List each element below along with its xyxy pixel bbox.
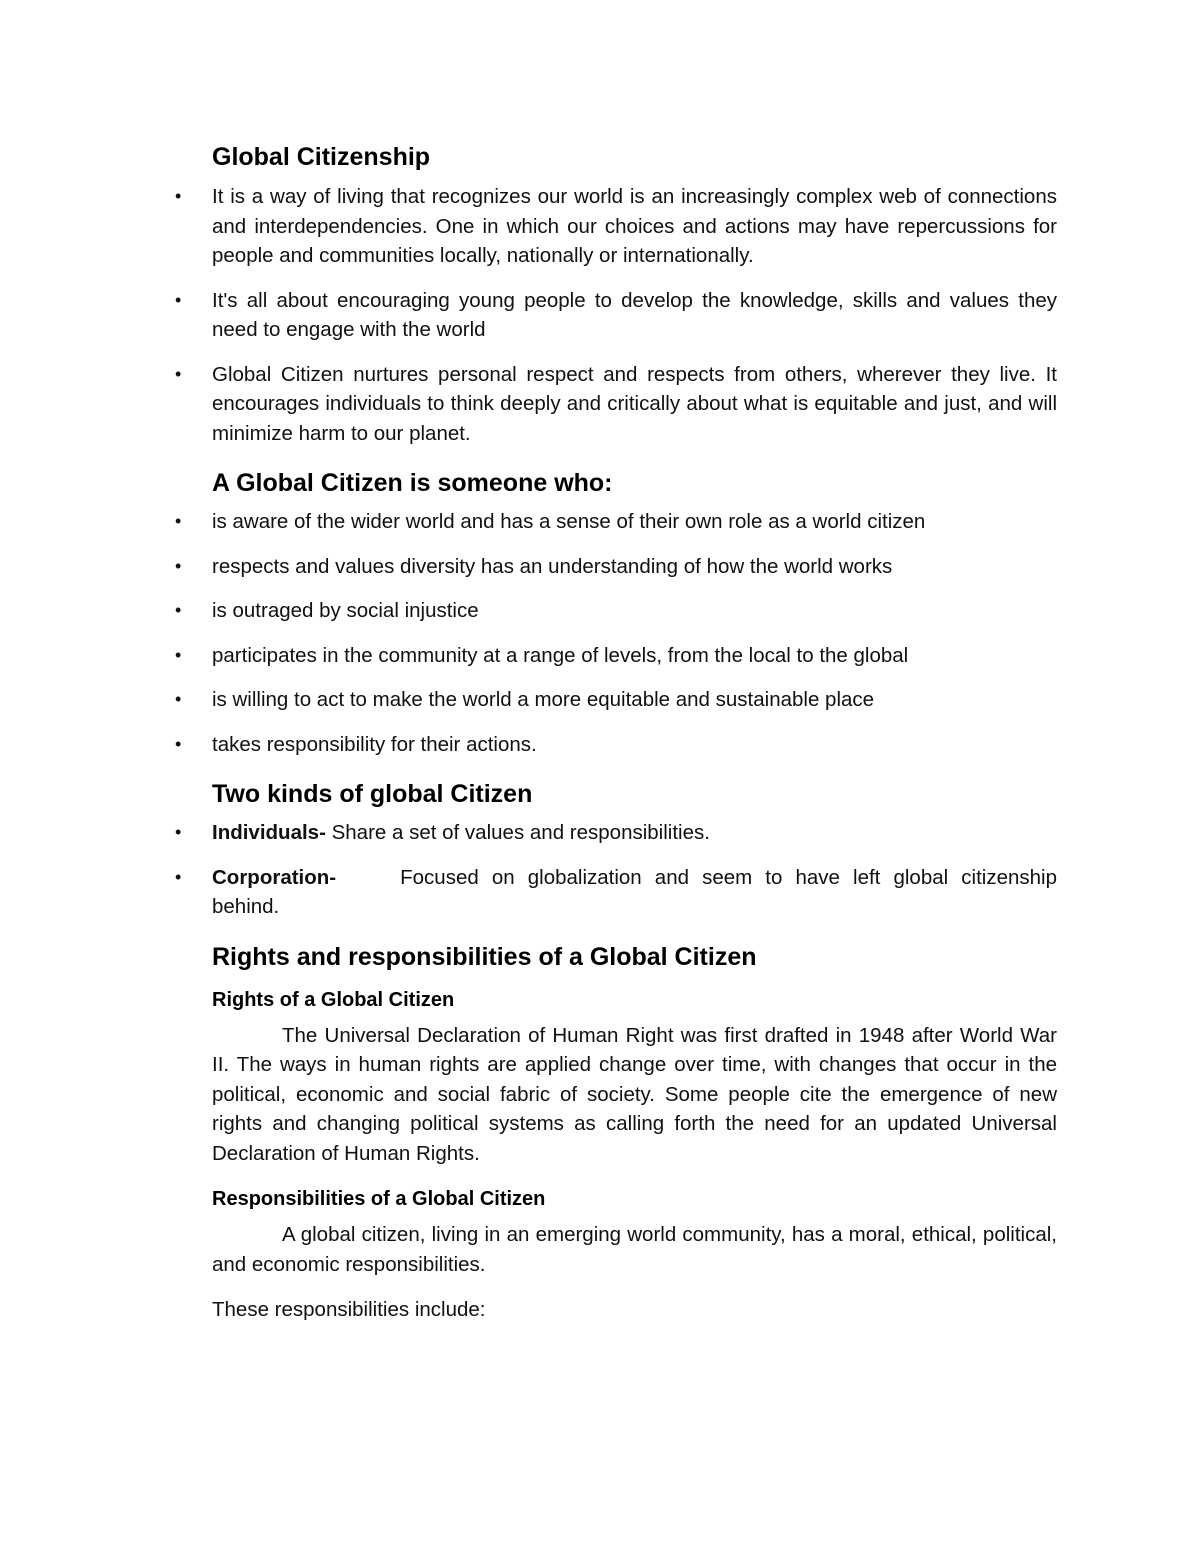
bullet-icon: • — [175, 289, 182, 310]
bullet-icon: • — [175, 555, 182, 576]
rights-heading: Rights of a Global Citizen — [212, 988, 455, 1011]
list-item-text: is willing to act to make the world a more equitable and sustainable place — [212, 688, 875, 711]
bullet-icon: • — [175, 644, 182, 665]
kind-term: Individuals- — [212, 821, 326, 844]
kind-description: Share a set of values and responsibilities. — [325, 821, 710, 844]
list-item-text: is aware of the wider world and has a sense of their own role as a world citizen — [212, 510, 926, 533]
responsibilities-paragraph: A global citizen, living in an emerging world community, has a moral, ethical, political, and economic responsibilities. — [212, 1223, 1057, 1276]
bullet-icon: • — [175, 511, 182, 531]
list-item-text: participates in the community at a range of levels, from the local to the global — [212, 643, 909, 667]
bullet-icon: • — [175, 600, 182, 620]
list-item — [175, 360, 1057, 449]
title-heading: Global Citizenship — [212, 143, 431, 171]
intro-bullet-list — [175, 182, 1057, 448]
list-item — [175, 685, 1057, 715]
bullet-icon: • — [175, 866, 182, 887]
document-content — [175, 136, 1057, 1325]
list-item-text: respects and values diversity has an understanding of how the world works — [212, 554, 893, 578]
list-item — [175, 596, 1057, 626]
list-item — [175, 182, 1057, 271]
bullet-icon: • — [175, 689, 182, 709]
responsibilities-include-text: These responsibilities include: — [212, 1298, 486, 1321]
list-item — [175, 730, 1057, 760]
kind-description: Focused on globalization and seem to have left global citizenship behind. — [212, 865, 1057, 918]
list-item-text: It is a way of living that recognizes our world is an increasingly complex web of connections and interdependencies. One in which our choices and actions may have repercussions for people and communities locally, nationally or internationally. — [212, 185, 1057, 267]
list-item — [175, 552, 1057, 582]
list-item — [175, 818, 1057, 848]
someone-heading: A Global Citizen is someone who: — [212, 469, 613, 497]
bullet-icon: • — [175, 733, 182, 754]
list-item — [175, 641, 1057, 671]
rights-responsibilities-heading: Rights and responsibilities of a Global Citizen — [212, 942, 757, 971]
responsibilities-heading: Responsibilities of a Global Citizen — [212, 1188, 546, 1210]
list-item-text: Global Citizen nurtures personal respect and respects from others, wherever they live. It encourages individuals to think deeply and critically about what is equitable and just, and will minimize harm to our planet. — [212, 362, 1057, 445]
list-item — [175, 286, 1057, 345]
rights-paragraph: The Universal Declaration of Human Right was first drafted in 1948 after World War II. The ways in human rights are applied change over time, with changes that occur in the political, economic and social fabric of society. Some people cite the emergence of new rights and changing political systems as calling forth the need for an updated Universal Declaration of Human Rights. — [212, 1023, 1057, 1165]
someone-bullet-list — [175, 507, 1057, 759]
bullet-icon: • — [175, 363, 182, 384]
list-item-text: takes responsibility for their actions. — [212, 732, 537, 756]
kind-term: Corporation- — [212, 865, 337, 889]
list-item — [175, 507, 1057, 537]
bullet-icon: • — [175, 822, 182, 842]
kinds-bullet-list — [175, 818, 1057, 922]
kinds-heading: Two kinds of global Citizen — [212, 780, 533, 808]
list-item — [175, 863, 1057, 922]
list-item-text: It's all about encouraging young people to develop the knowledge, skills and values they need to engage with the world — [212, 288, 1057, 341]
list-item-text: is outraged by social injustice — [212, 599, 479, 622]
bullet-icon: • — [175, 186, 182, 206]
